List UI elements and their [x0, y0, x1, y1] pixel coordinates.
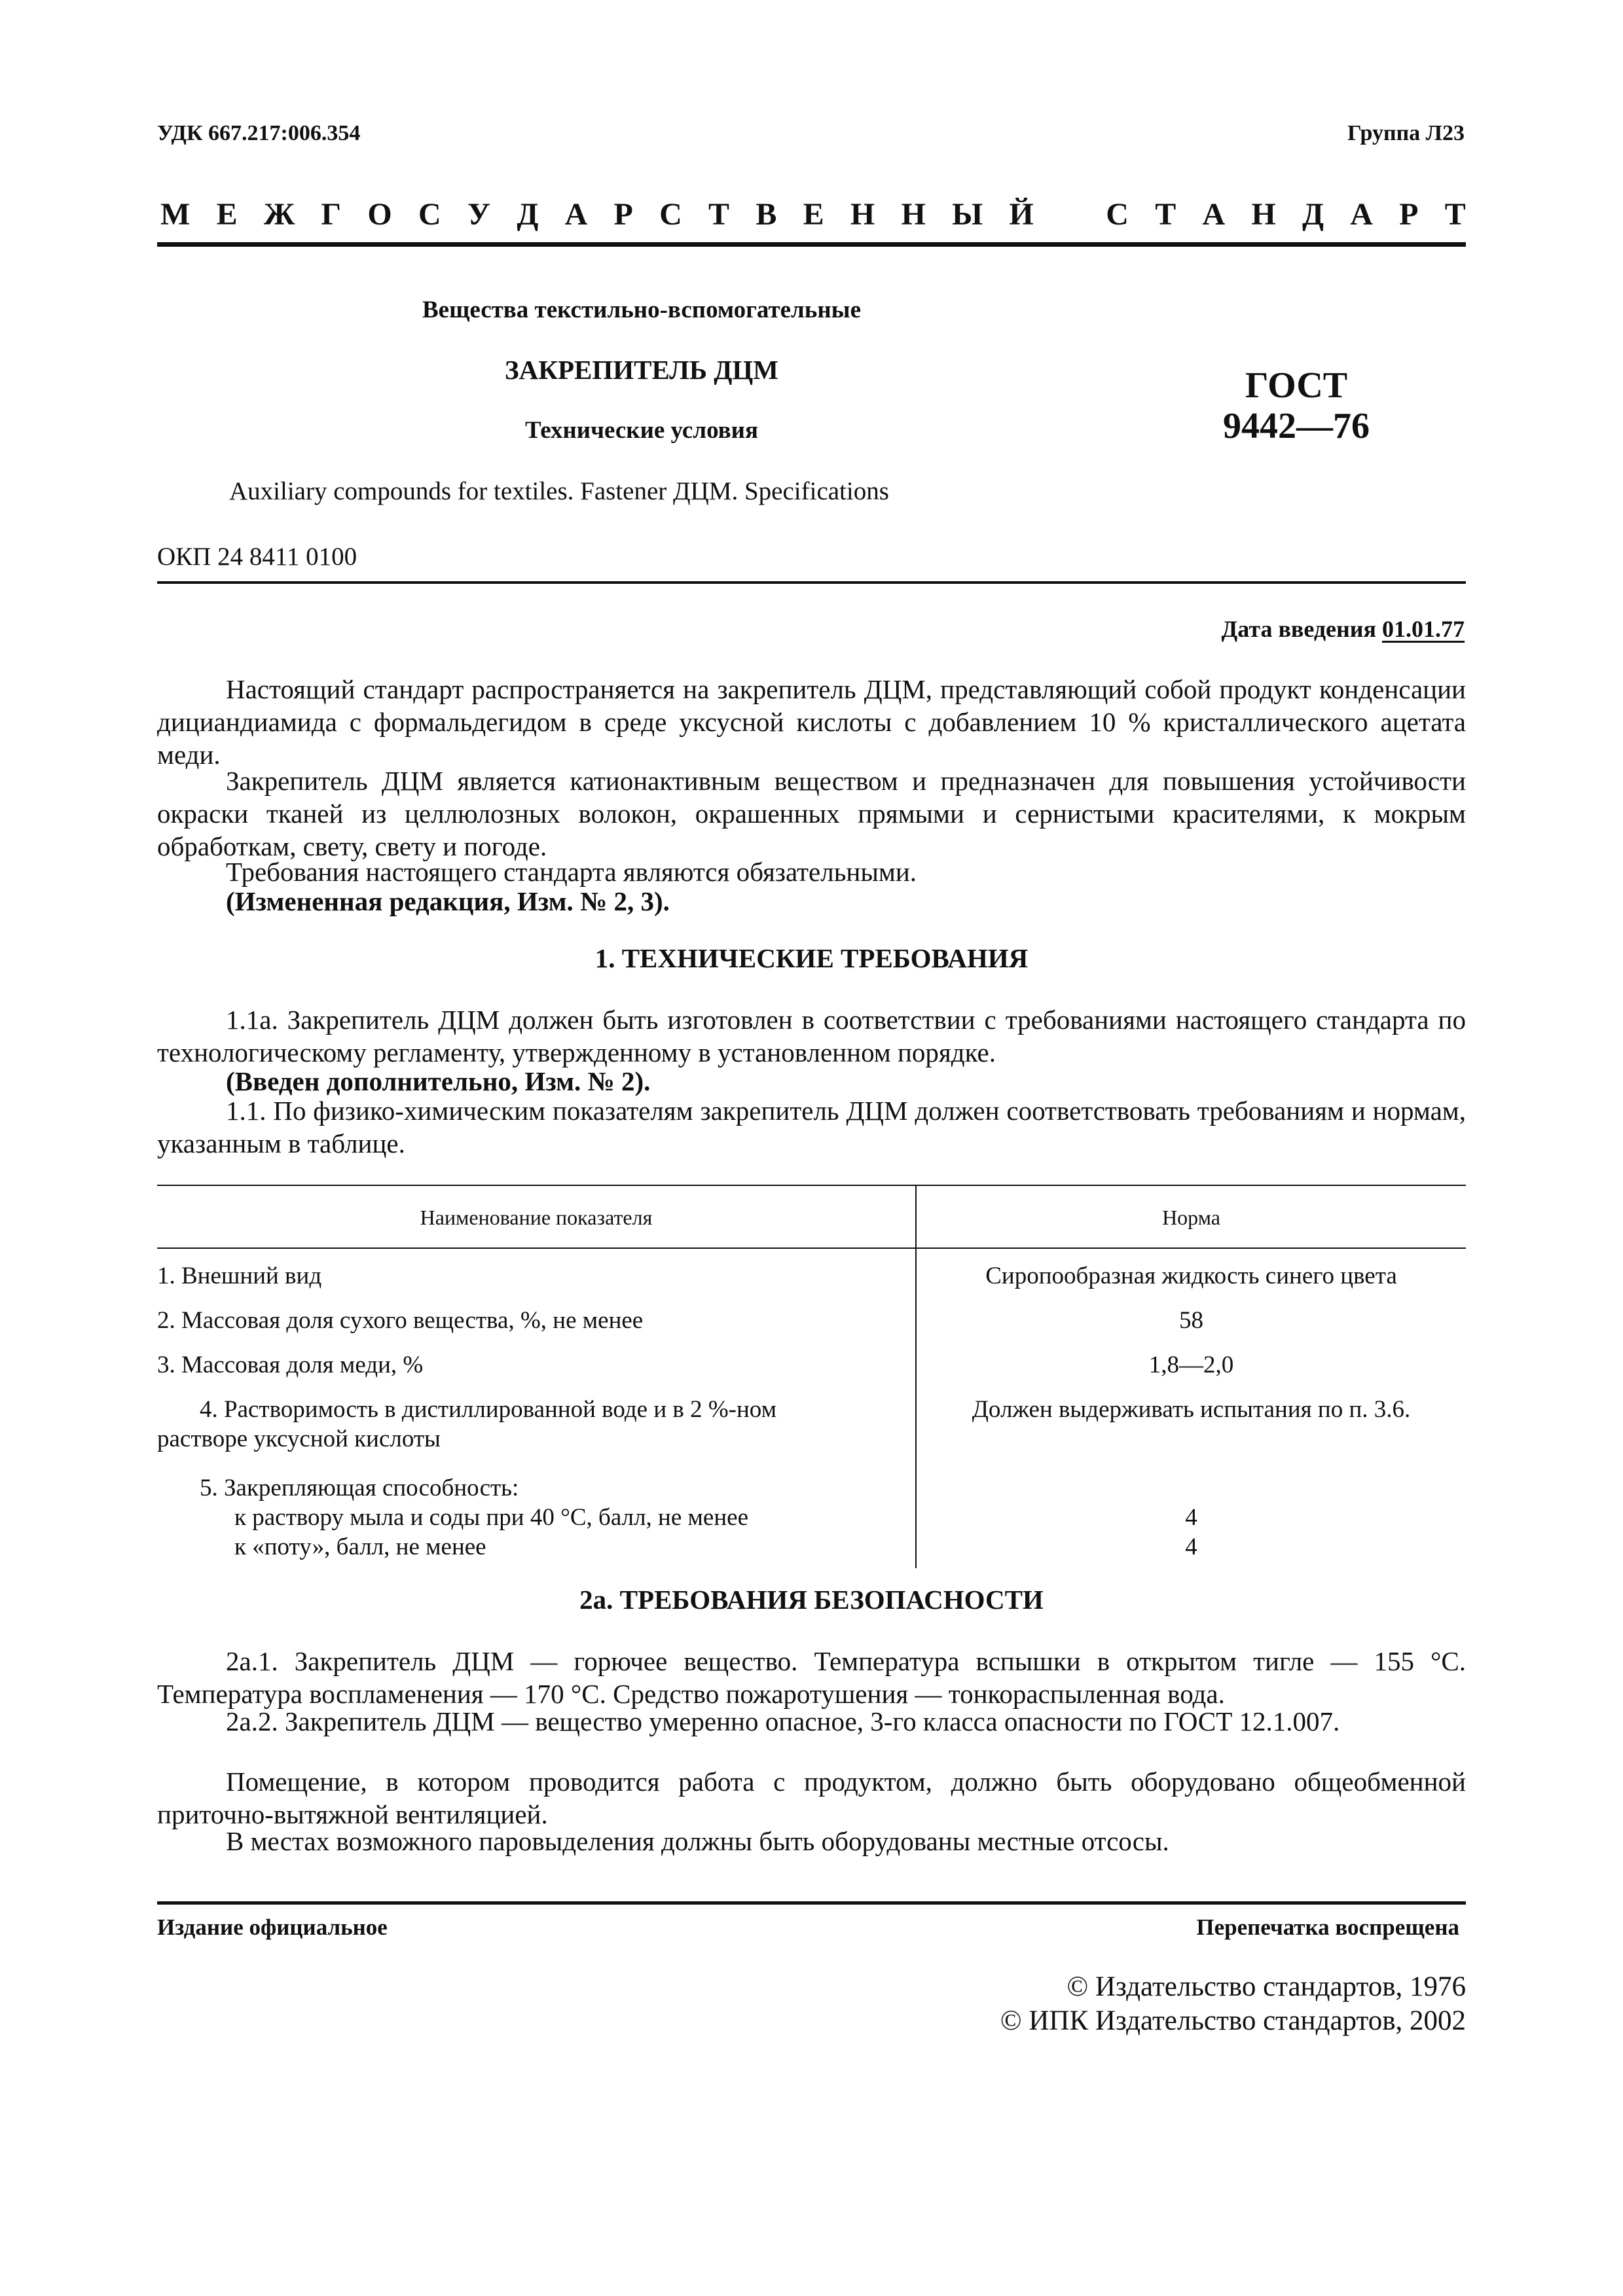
- date-value: 01.01.77: [1382, 616, 1465, 642]
- section-2a-paragraph-3: Помещение, в котором проводится работа с продуктом, должно быть оборудовано общеобменной приточно-вытяжной вентиляцией.: [157, 1767, 1466, 1829]
- okp-code: ОКП 24 8411 0100: [157, 543, 357, 571]
- copyright-block: [1000, 1970, 1466, 2038]
- amendment-note-2: (Введен дополнительно, Изм. № 2).: [226, 1066, 651, 1096]
- banner-letter: Н: [901, 197, 926, 232]
- table-row: [157, 1382, 1466, 1454]
- banner-letter: С: [418, 197, 441, 232]
- date-label: Дата введения: [1221, 616, 1376, 642]
- banner-letter: Р: [613, 197, 633, 232]
- row-5-sub-1: к раствору мыла и соды при 40 °С, балл, не менее: [234, 1504, 749, 1531]
- banner-letter: М: [160, 197, 191, 232]
- table-header-row: [157, 1186, 1466, 1249]
- row-3-value: 1,8—2,0: [1148, 1352, 1234, 1378]
- banner-letter: Г: [321, 197, 342, 232]
- banner-letter: Т: [708, 197, 730, 232]
- table-row: [157, 1337, 1466, 1382]
- gost-label: ГОСТ: [1245, 365, 1348, 406]
- banner-letter: Ж: [263, 197, 295, 232]
- standard-name: ЗАКРЕПИТЕЛЬ ДЦМ: [504, 355, 778, 385]
- row-2-value: 58: [1179, 1307, 1203, 1334]
- banner-letter: А: [564, 197, 588, 232]
- section-2a-paragraph-2: 2а.2. Закрепитель ДЦМ — вещество умеренно опасное, 3-го класса опасности по ГОСТ 12.1.007.: [226, 1706, 1340, 1736]
- banner-letter: Й: [1009, 197, 1034, 232]
- banner-letter: С: [659, 197, 682, 232]
- intro-paragraph-2: Закрепитель ДЦМ является катионактивным веществом и предназначен для повышения устойчивости окраски тканей из целлюлозных волокон, окрашенных прямыми и сернистыми красителями, к мокрым обработкам, свету, свету и погоде.: [157, 766, 1466, 861]
- banner-letter: Р: [1399, 197, 1419, 232]
- banner-letter: Е: [803, 197, 824, 232]
- intro-paragraph-1: Настоящий стандарт распространяется на закрепитель ДЦМ, представляющий собой продукт конденсации дициандиамида с формальдегидом в среде уксусной кислоты с добавлением 10 % кристаллического ацетата меди.: [157, 674, 1466, 770]
- row-4-name-line-1: 4. Растворимость в дистиллированной воде и в 2 %-ном: [200, 1396, 777, 1423]
- okp-rule: [157, 581, 1466, 584]
- row-1-value: Сиропообразная жидкость синего цвета: [985, 1263, 1397, 1289]
- row-5-name: [157, 1454, 916, 1568]
- table-row: [157, 1293, 1466, 1337]
- column-header-norm: Норма: [1162, 1206, 1220, 1229]
- row-2-name: 2. Массовая доля сухого вещества, %, не менее: [157, 1293, 916, 1337]
- section-2a-paragraph-4: В местах возможного паровыделения должны быть оборудованы местные отсосы.: [226, 1826, 1169, 1856]
- section-2a-paragraph-1: 2а.1. Закрепитель ДЦМ — горючее вещество. Температура вспышки в открытом тигле — 155 °С. Температура воспламенения — 170 °С. Средство пожаротушения — тонкораспыленная вода.: [157, 1646, 1466, 1709]
- row-3-name: 3. Массовая доля меди, %: [157, 1337, 916, 1382]
- row-4-name: [157, 1382, 916, 1454]
- banner-letter: Т: [1444, 197, 1466, 232]
- introduction-date: [1222, 615, 1465, 643]
- copyright-2002: © ИПК Издательство стандартов, 2002: [1000, 2005, 1466, 2036]
- row-4-value: Должен выдерживать испытания по п. 3.6.: [972, 1396, 1411, 1423]
- table-row: [157, 1454, 1466, 1568]
- reprint-prohibited: Перепечатка воспрещена: [1196, 1914, 1459, 1940]
- banner-letter: Т: [1155, 197, 1176, 232]
- banner-letter: Д: [517, 197, 539, 232]
- banner-letter: Ы: [952, 197, 983, 232]
- copyright-1976: © Издательство стандартов, 1976: [1067, 1971, 1466, 2002]
- banner-letter: О: [367, 197, 392, 232]
- banner-letter: Н: [1251, 197, 1276, 232]
- row-4-name-line-2: растворе уксусной кислоты: [157, 1426, 441, 1452]
- banner-letter: Н: [850, 197, 875, 232]
- gost-number: 9442—76: [1223, 406, 1370, 446]
- section-1-paragraph-1-1: 1.1. По физико-химическим показателям закрепитель ДЦМ должен соответствовать требованиям и нормам, указанным в таблице.: [157, 1096, 1466, 1158]
- row-1-name: 1. Внешний вид: [157, 1249, 916, 1293]
- banner-letter: А: [1202, 197, 1226, 232]
- banner-letter: Е: [216, 197, 238, 232]
- row-5-value: [916, 1454, 1466, 1568]
- gost-designation: [1178, 365, 1414, 446]
- column-header-indicator: Наименование показателя: [157, 1186, 916, 1249]
- standard-category: Вещества текстильно-вспомогательные: [422, 296, 861, 323]
- official-edition: Издание официальное: [157, 1914, 388, 1940]
- requirements-table: [157, 1186, 1466, 1568]
- english-title: Auxiliary compounds for textiles. Fastener ДЦМ. Specifications: [229, 477, 889, 505]
- amendment-note-1: (Измененная редакция, Изм. № 2, 3).: [226, 886, 670, 916]
- banner-letter: У: [467, 197, 491, 232]
- row-5-name-line-1: 5. Закрепляющая способность:: [200, 1475, 519, 1501]
- interstate-standard-banner: [160, 196, 1466, 232]
- standard-subtitle: Технические условия: [525, 417, 758, 444]
- banner-gap: [1060, 196, 1080, 232]
- row-5-value-1: 4: [1185, 1504, 1197, 1531]
- banner-letter: С: [1106, 197, 1129, 232]
- banner-letter: В: [756, 197, 777, 232]
- table-row: [157, 1249, 1466, 1293]
- section-2a-title: 2а. ТРЕБОВАНИЯ БЕЗОПАСНОСТИ: [579, 1585, 1044, 1615]
- footer-rule: [157, 1901, 1466, 1905]
- banner-letter: Д: [1302, 197, 1324, 232]
- row-5-sub-2: к «поту», балл, не менее: [234, 1534, 486, 1560]
- udk-code: УДК 667.217:006.354: [157, 121, 361, 145]
- row-5-value-2: 4: [1185, 1534, 1197, 1560]
- header-rule: [157, 242, 1466, 247]
- banner-letter: А: [1350, 197, 1373, 232]
- section-1-title: 1. ТЕХНИЧЕСКИЕ ТРЕБОВАНИЯ: [594, 943, 1029, 973]
- group-code: Группа Л23: [1347, 121, 1465, 145]
- section-1-paragraph-1a: 1.1а. Закрепитель ДЦМ должен быть изготовлен в соответствии с требованиями настоящего стандарта по технологическому регламенту, утвержденному в установленном порядке.: [157, 1005, 1466, 1067]
- intro-paragraph-3: Требования настоящего стандарта являются обязательными.: [226, 857, 917, 887]
